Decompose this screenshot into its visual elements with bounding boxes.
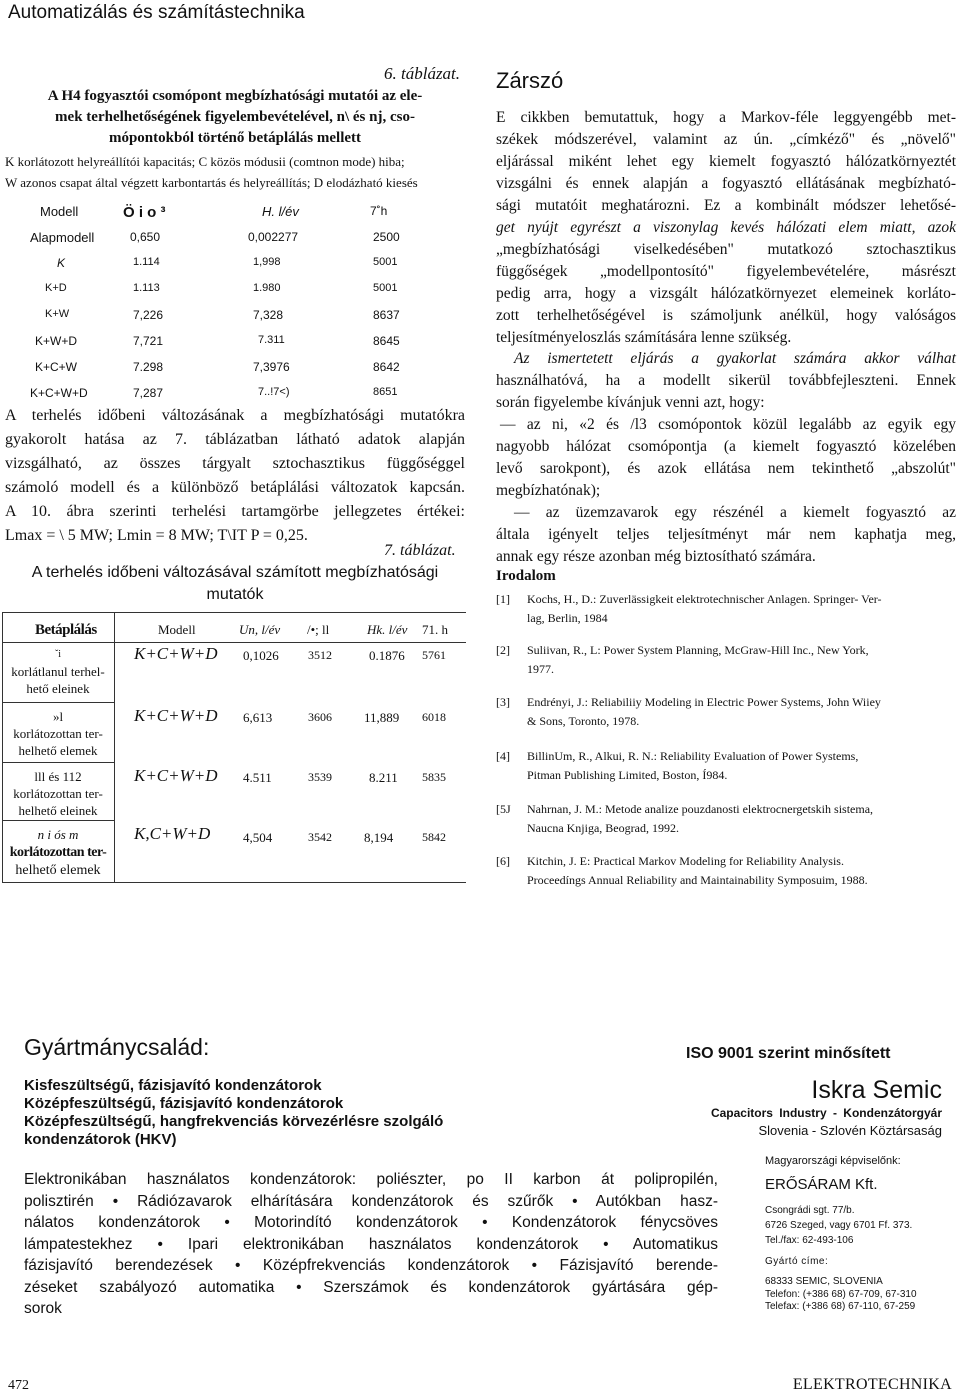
table7-cell-model: K+C+W+D bbox=[134, 706, 218, 725]
table7-cell: 0,1026 bbox=[243, 648, 279, 663]
table7-rule bbox=[2, 762, 114, 763]
table6-cell: K+C+W bbox=[35, 360, 78, 374]
table6-cell: 7.311 bbox=[258, 334, 285, 346]
list-item: — az üzemzavarok egy részénél a kiemelt fogyasztó az bbox=[514, 504, 956, 521]
reference-text: Naucna Knjiga, Beograd, 1992. bbox=[527, 821, 679, 835]
table6-cell: K+W bbox=[45, 308, 70, 320]
table7-header-col3: Hk. l/év bbox=[367, 622, 408, 637]
table7-rule bbox=[2, 642, 466, 643]
table7-cell: 4,504 bbox=[243, 830, 273, 845]
table6-cell: Alapmodell bbox=[30, 230, 95, 245]
ad-company-tagline: Capacitors Industry - Kondenzátorgyár bbox=[710, 1106, 942, 1120]
table-row bbox=[2, 826, 114, 880]
reference-text: 1977. bbox=[527, 662, 554, 676]
table7-title-line-1: A terhelés időbeni változásával számított megbízhatósági bbox=[31, 564, 439, 581]
reference-item bbox=[496, 800, 958, 838]
table6-cell: K+C+W+D bbox=[30, 386, 88, 400]
table7-cell-model: K+C+W+D bbox=[134, 644, 218, 663]
table6-caption-number: 6. táblázat. bbox=[384, 64, 461, 83]
table7-cell: 5842 bbox=[422, 830, 446, 844]
table6-cell: 7,226 bbox=[133, 308, 164, 322]
body-paragraph-load-variation bbox=[5, 404, 465, 548]
reference-item bbox=[496, 852, 958, 890]
reference-text: Pitman Publishing Limited, Boston, Í984. bbox=[527, 768, 728, 782]
feed-node: »l bbox=[52, 709, 64, 724]
reference-text: Suliivan, R., L: Power System Planning, McGraw-Hill Inc., New York, bbox=[527, 643, 869, 657]
table6-cell: K+W+D bbox=[35, 334, 78, 348]
ad-company-country: Slovenia - Szlovén Köztársaság bbox=[758, 1123, 942, 1138]
table7-cell-model: K+C+W+D bbox=[134, 766, 218, 785]
table6-header-model: Modell bbox=[40, 204, 79, 219]
conclusion-paragraph-2 bbox=[496, 348, 956, 568]
reference-text: BillinUm, R., Alkui, R. N.: Reliability Evaluation of Power Systems, bbox=[527, 749, 859, 763]
ad-desc-line: fázisjavító berendezések • Középfrekvenciás kondenzátorok • Fázisjavító berende- bbox=[24, 1257, 718, 1274]
ad-product: Kisfeszültségű, fázisjavító kondenzátorok bbox=[24, 1077, 322, 1094]
ad-desc-line: lámpatestekhez • Ipari elektronikában használatos kondenzátorok • Automatikus bbox=[24, 1235, 718, 1253]
para-line: számoló modell és a különböző betáplálási változatok kapcsán. bbox=[5, 479, 465, 496]
para-line: annak egy része azonban még biztosítható számára. bbox=[496, 548, 816, 565]
table7-caption-number: 7. táblázat. bbox=[384, 542, 456, 559]
para-line: nagyobb hálózat csomópontja (a kiemelt fogyasztó közelében bbox=[496, 438, 956, 455]
journal-name: ELEKTROTECHNIKA bbox=[792, 1376, 952, 1393]
para-line: vizsgálható, az összes tárgyalt sztochasztikus függőséggel bbox=[5, 455, 465, 472]
table6-cell: 8651 bbox=[373, 386, 398, 398]
para-line: A terhelés időbeni változásának a megbízhatósági mutatókra bbox=[5, 407, 465, 424]
feed-desc: korlátozottan ter- bbox=[13, 726, 103, 741]
para-line: E cikkben bemutattuk, hogy a Markov-féle leggyengébb met- bbox=[496, 109, 956, 126]
reference-text: Proceedíngs Annual Reliability and Maintainability Symposuim, 1988. bbox=[527, 873, 868, 887]
table6-cell: K+D bbox=[45, 282, 67, 294]
table6-cell: 8642 bbox=[373, 360, 400, 374]
table-row bbox=[0, 334, 460, 358]
feed-desc: korlátozottan ter- bbox=[9, 845, 107, 860]
ad-address-line: Telefon: (+386 68) 67-709, 67-310 bbox=[765, 1288, 917, 1300]
table7-title bbox=[5, 562, 465, 606]
table7-header-feed: Betáplálás bbox=[35, 622, 97, 638]
table6-cell: 7..!7<) bbox=[258, 386, 290, 398]
feed-desc: helhető eleinek bbox=[18, 803, 98, 818]
ad-product: Középfeszültségű, hangfrekvenciás körvezérlésre szolgáló bbox=[24, 1113, 444, 1130]
para-line: során figyelembe kívánjuk venni azt, hogy: bbox=[496, 394, 765, 411]
conclusion-paragraph-1 bbox=[496, 107, 956, 349]
table7 bbox=[0, 612, 470, 892]
feed-desc: helhető elemek bbox=[18, 743, 98, 758]
ad-address-line: Telefax: (+386 68) 67-110, 67-259 bbox=[765, 1301, 916, 1312]
table-row bbox=[2, 768, 114, 819]
ad-address-line: 68333 SEMIC, SLOVENIA bbox=[765, 1276, 883, 1287]
reference-number: [2] bbox=[496, 643, 510, 657]
ad-desc-line: Elektronikában használatos kondenzátorok: poliészter, po II karbon át polipropilén, bbox=[24, 1171, 718, 1188]
table-row bbox=[0, 282, 460, 306]
table6-cell: 5001 bbox=[373, 256, 398, 268]
ad-company-name: Iskra Semic bbox=[811, 1076, 942, 1104]
table6-cell: 0,650 bbox=[130, 230, 161, 244]
ad-desc-line: sorok bbox=[24, 1300, 62, 1317]
para-line: eljárással miként lehet egy kiemelt fogyasztó hálózatkörnyeztét bbox=[496, 153, 956, 170]
table7-header-col4: 71. h bbox=[422, 622, 448, 637]
table6-title-line-1: A H4 fogyasztói csomópont megbízhatósági mutatói az ele- bbox=[47, 88, 423, 104]
table7-rule bbox=[2, 882, 466, 883]
reference-number: [1] bbox=[496, 592, 510, 606]
table7-header-col1: Un, l/év bbox=[239, 622, 281, 637]
running-header: Automatizálás és számítástechnika bbox=[8, 2, 305, 23]
para-line: vizsgálni és ennek alapján a fogyasztó ellátásának megbízható- bbox=[496, 175, 956, 192]
para-line: levő sarokpont), és azok ellátása nem tekinthető „abszolút" bbox=[496, 460, 956, 477]
reference-text: & Sons, Toronto, 1978. bbox=[527, 714, 640, 728]
feed-desc: korlátozottan ter- bbox=[13, 786, 103, 801]
table6-header-row bbox=[0, 204, 460, 228]
feed-node: ˇi bbox=[54, 649, 62, 660]
table6-title bbox=[5, 86, 465, 149]
para-line: használhatóvá, ha a modellt sikerül továbbfejleszteni. Ennek bbox=[496, 372, 956, 389]
reference-item bbox=[496, 590, 958, 628]
ad-rep-address bbox=[765, 1203, 912, 1248]
para-line: zott terhelhetőségével is számoljunk anélkül, hogy valóságos bbox=[496, 307, 956, 324]
table7-cell: 8,194 bbox=[364, 830, 394, 845]
reference-text: Endrényi, J.: Reliabiliiy Modeling in Electric Power Systems, John Wiiey bbox=[527, 695, 881, 709]
table6-cell: 0,002277 bbox=[248, 230, 299, 244]
table7-cell: 3539 bbox=[308, 770, 332, 784]
table7-rule bbox=[2, 820, 114, 821]
table6-cell: K bbox=[57, 256, 66, 270]
table6-cell: 7.298 bbox=[133, 360, 164, 374]
para-line: A 10. ábra szerinti terhelési tartamgörbe jellegzetes értékei: bbox=[5, 503, 465, 520]
reference-number: [6] bbox=[496, 854, 510, 868]
table6-cell: 8637 bbox=[373, 308, 400, 322]
ad-address-line: 6726 Szeged, vagy 6701 Ff. 373. bbox=[765, 1220, 913, 1231]
table6-note bbox=[5, 151, 467, 193]
table7-cell: 4.511 bbox=[243, 770, 272, 785]
table6-cell: 5001 bbox=[373, 282, 398, 294]
table7-rule bbox=[2, 612, 3, 883]
para-line: függőségek „modellpontosító" figyelembevételére, másrészt bbox=[496, 263, 956, 280]
table7-cell: 0.1876 bbox=[369, 648, 405, 663]
table-row bbox=[0, 308, 460, 332]
ad-desc-line: nálatos kondenzátorok • Motorindító kondenzátorok • Kondenzátorok fénycsöves bbox=[24, 1214, 718, 1231]
table6-cell: 1.113 bbox=[133, 282, 160, 294]
page-number: 472 bbox=[8, 1378, 29, 1393]
ad-title: Gyártmánycsalád: bbox=[24, 1034, 210, 1060]
para-line: székek módszerével, valamint az ún. „címkéző" és „növelő" bbox=[496, 131, 956, 148]
ad-address-line: Tel./fax: 62-493-106 bbox=[765, 1235, 854, 1246]
table7-header-model: Modell bbox=[158, 622, 196, 637]
table6-cell: 8645 bbox=[373, 334, 400, 348]
ad-product-list bbox=[24, 1077, 443, 1149]
ad-product: Középfeszültségű, fázisjavító kondenzátorok bbox=[24, 1095, 344, 1112]
list-item: — az ni, «2 és /l3 csomópontok közül legalább az egyik egy bbox=[500, 416, 956, 433]
reference-text: lag, Berlin, 1984 bbox=[527, 611, 608, 625]
table6 bbox=[0, 200, 470, 410]
table7-rule bbox=[114, 612, 115, 883]
reference-number: [5J bbox=[496, 802, 511, 816]
table6-header-availability: Ö i o ³ bbox=[123, 204, 166, 221]
table6-header-duration: 7˚h bbox=[370, 204, 388, 218]
table6-title-line-3: mópontokból történő betáplálás mellett bbox=[108, 130, 362, 146]
ad-description bbox=[24, 1169, 718, 1320]
ad-rep-label: Magyarországi képviselőnk: bbox=[765, 1155, 901, 1167]
table6-cell: 7,3976 bbox=[253, 360, 290, 374]
table6-cell: 2500 bbox=[373, 230, 400, 244]
table-row bbox=[0, 230, 460, 254]
table6-cell: 7,721 bbox=[133, 334, 164, 348]
table7-cell: 3542 bbox=[308, 830, 332, 844]
ad-maker-address bbox=[765, 1276, 917, 1314]
table7-rule bbox=[2, 612, 466, 613]
table7-header-col2: /•; ll bbox=[307, 622, 330, 637]
para-line: Az ismertetett eljárás a gyakorlat számára akkor válhat bbox=[514, 350, 956, 367]
table7-cell: 6018 bbox=[422, 710, 446, 724]
table-row bbox=[2, 708, 114, 759]
para-line: teljesítményeloszlás számítására lenne szükség. bbox=[496, 329, 792, 346]
ad-product: kondenzátorok (HKV) bbox=[24, 1131, 177, 1148]
table6-cell: 7,287 bbox=[133, 386, 164, 400]
table-row bbox=[0, 360, 460, 384]
table6-cell: 7,328 bbox=[253, 308, 284, 322]
table6-note-line-2: W azonos csapat által végzett karbontartás és helyreállítás; D elodázható kiesés bbox=[5, 175, 418, 190]
reference-number: [3] bbox=[496, 695, 510, 709]
table6-cell: 1,998 bbox=[253, 256, 281, 268]
table6-cell: 1.980 bbox=[253, 282, 281, 294]
table7-title-line-2: mutatók bbox=[206, 586, 264, 603]
table6-cell: 1.114 bbox=[133, 256, 160, 268]
reference-text: Kochs, H., D.: Zuverlässigkeit elektrotechnischer Anlagen. Springer- Ver- bbox=[527, 592, 882, 606]
reference-item bbox=[496, 693, 958, 731]
ad-iso-badge: ISO 9001 szerint minősített bbox=[686, 1045, 891, 1062]
table7-cell-model: K,C+W+D bbox=[134, 824, 211, 843]
para-line: get nyújt egyrészt a viszonylag kevés hálózati elem miatt, azok bbox=[496, 219, 956, 236]
ad-desc-line: polisztirén • Rádiózavarok elhárítására kondenzátorok és szűrők • Autókban hasz- bbox=[24, 1192, 718, 1210]
feed-node: lll és 112 bbox=[34, 769, 82, 784]
table7-cell: 5835 bbox=[422, 770, 446, 784]
feed-node: n i ós m bbox=[37, 827, 79, 842]
table7-rule bbox=[2, 702, 114, 703]
reference-number: [4] bbox=[496, 749, 510, 763]
feed-desc: korlátlanul terhel- bbox=[11, 664, 105, 679]
para-line: „megbízhatósági viselkedésében" mutatkozó sztochasztikus bbox=[496, 241, 956, 258]
para-line-formula: Lmax = \ 5 MW; Lmin = 8 MW; T\IT P = 0,25. bbox=[5, 527, 308, 544]
ad-maker-label: Gyártó címe: bbox=[765, 1256, 829, 1267]
para-line: pedig arra, hogy a vizsgált hálózatkörnyezet elemeinek korláto- bbox=[496, 285, 956, 302]
table7-cell: 6,613 bbox=[243, 710, 273, 725]
feed-desc: helhető elemek bbox=[15, 863, 101, 878]
ad-desc-line: zéseket szabályozó automatika • Szerszámok és kondenzátorok gyártására gép- bbox=[24, 1278, 718, 1296]
reference-text: Nahrnan, J. M.: Metode analize pouzdanosti elektrocnergetskih sistema, bbox=[527, 802, 874, 816]
section-heading-conclusion: Zárszó bbox=[496, 68, 564, 93]
table7-cell: 3512 bbox=[308, 648, 332, 662]
table6-title-line-2: mek terhelhetőségének figyelembevételével, n\ és nj, cso- bbox=[55, 109, 415, 125]
table7-cell: 8.211 bbox=[369, 770, 398, 785]
ad-rep-name: ERŐSÁRAM Kft. bbox=[765, 1176, 878, 1193]
feed-desc: hető eleinek bbox=[26, 681, 90, 696]
references-heading: Irodalom bbox=[496, 568, 556, 584]
reference-item bbox=[496, 641, 958, 679]
table-row bbox=[2, 646, 114, 697]
table-row bbox=[0, 256, 460, 280]
para-line: sági mutatóit meghatározni. Ez a kombinált módszer lehetősé- bbox=[496, 197, 956, 214]
ad-address-line: Csongrádi sgt. 77/b. bbox=[765, 1205, 855, 1216]
table6-note-line-1: K korlátozott helyreállítói kapacitás; C közös módusii (comtnon mode) hiba; bbox=[5, 154, 405, 169]
para-line: megbízhatónak); bbox=[496, 482, 601, 499]
table7-cell: 11,889 bbox=[364, 710, 400, 725]
para-line: általa igényelt teljes teljesítményt már nem kaphatja meg, bbox=[496, 526, 956, 543]
table7-cell: 3606 bbox=[308, 710, 332, 724]
table7-cell: 5761 bbox=[422, 648, 446, 662]
para-line: gyakorolt hatása az 7. táblázatban látható adatok alapján bbox=[5, 431, 465, 448]
table6-header-frequency: H. l/év bbox=[262, 204, 299, 219]
reference-item bbox=[496, 747, 958, 785]
reference-text: Kitchin, J. E: Practical Markov Modeling for Reliability Analysis. bbox=[527, 854, 844, 868]
